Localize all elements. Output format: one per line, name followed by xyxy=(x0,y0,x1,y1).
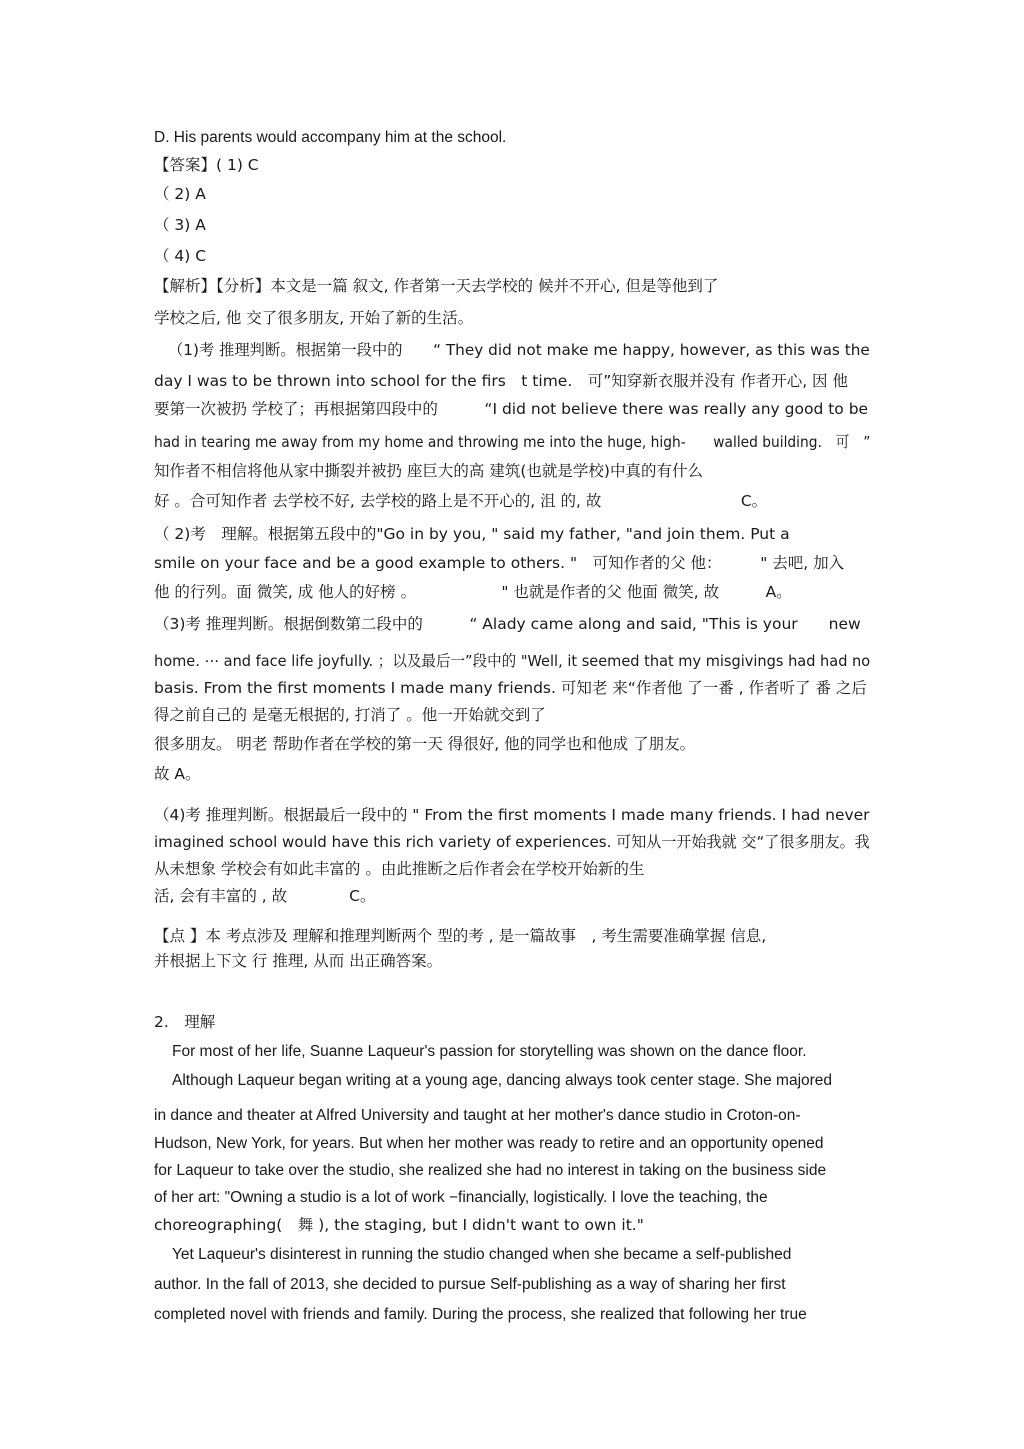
q1-analysis-line1: （1)考 推理判断。根据第一段中的 “ They did not make me happy, however, as this was the xyxy=(168,341,870,359)
analysis-summary-line1: 【解析】【分析】本文是一篇 叙文, 作者第一天去学校的 候并不开心, 但是等他到了 xyxy=(154,277,719,295)
passage-line7: choreographing( 舞 ), the staging, but I didn't want to own it." xyxy=(154,1216,644,1234)
answer-2: （ 2) A xyxy=(154,185,206,203)
q1-analysis-line4: had in tearing me away from my home and throwing me into the huge, high- walled building. 可 ” xyxy=(154,433,871,451)
passage-line8: Yet Laqueur's disinterest in running the studio changed when she became a self-published xyxy=(172,1246,792,1263)
q3-analysis-line4: 得之前自己的 是毫无根据的, 打消了 。他一开始就交到了 xyxy=(154,706,546,724)
q2-analysis-line3: 他 的行列。面 微笑, 成 他人的好榜 。 " 也就是作者的父 他面 微笑, 故 A。 xyxy=(154,583,792,601)
q4-analysis-line1: （4)考 推理判断。根据最后一段中的 " From the first moments I made many friends. I had never xyxy=(154,806,870,824)
answer-3: （ 3) A xyxy=(154,216,206,234)
comment-line2: 并根据上下文 行 推理, 从而 出正确答案。 xyxy=(154,952,443,970)
passage-line9: author. In the fall of 2013, she decided to pursue Self-publishing as a way of sharing her first xyxy=(154,1276,786,1293)
passage-line3: in dance and theater at Alfred University and taught at her mother's dance studio in Croton-on- xyxy=(154,1107,801,1124)
passage-line5: for Laqueur to take over the studio, she realized she had no interest in taking on the business side xyxy=(154,1162,827,1179)
q1-analysis-line3: 要第一次被扔 学校了；再根据第四段中的 “I did not believe there was really any good to be xyxy=(154,400,869,418)
q1-analysis-line6: 好 。合可知作者 去学校不好, 去学校的路上是不开心的, 沮 的, 故 C。 xyxy=(154,492,768,510)
q3-analysis-line1: （3)考 推理判断。根据倒数第二段中的 “ Alady came along and said, "This is your new xyxy=(154,615,861,633)
passage-line1: For most of her life, Suanne Laqueur's passion for storytelling was shown on the dance floor. xyxy=(172,1043,807,1060)
passage-line4: Hudson, New York, for years. But when her mother was ready to retire and an opportunity opened xyxy=(154,1135,824,1152)
q3-analysis-line5: 很多朋友。 明老 帮助作者在学校的第一天 得很好, 他的同学也和他成 了朋友。 xyxy=(154,735,696,753)
answer-4: （ 4) C xyxy=(154,247,207,265)
answer-1: 【答案】( 1) C xyxy=(154,156,259,174)
question-2-heading: 2. 理解 xyxy=(154,1013,216,1031)
q1-analysis-line5: 知作者不相信将他从家中撕裂并被扔 座巨大的高 建筑(也就是学校)中真的有什么 xyxy=(154,462,703,480)
q4-analysis-line2: imagined school would have this rich variety of experiences. 可知从一开始我就 交“了很多朋友。我 xyxy=(154,833,870,851)
analysis-summary-line2: 学校之后, 他 交了很多朋友, 开始了新的生活。 xyxy=(154,309,474,327)
option-d: D. His parents would accompany him at the school. xyxy=(154,129,507,146)
q2-analysis-line1: （ 2)考 理解。根据第五段中的"Go in by you, " said my father, "and join them. Put a xyxy=(154,525,790,543)
q3-analysis-line3: basis. From the first moments I made many friends. 可知老 来“作者他 了一番 , 作者听了 番 之后 xyxy=(154,679,867,697)
q3-analysis-line6: 故 A。 xyxy=(154,765,201,783)
q3-analysis-line2: home. ⋯ and face life joyfully. ；以及最后一”段中的 "Well, it seemed that my misgivings had had no xyxy=(154,652,871,670)
passage-line6: of her art: "Owning a studio is a lot of work −financially, logistically. I love the teaching, the xyxy=(154,1189,768,1206)
q1-analysis-line2: day I was to be thrown into school for the firs t time. 可”知穿新衣服并没有 作者开心, 因 他 xyxy=(154,372,848,390)
comment-line1: 【点 】本 考点涉及 理解和推理判断两个 型的考 , 是一篇故事 , 考生需要准确掌握 信息, xyxy=(154,927,767,945)
passage-line10: completed novel with friends and family. During the process, she realized that following her true xyxy=(154,1306,807,1323)
passage-line2: Although Laqueur began writing at a young age, dancing always took center stage. She majored xyxy=(172,1072,833,1089)
q4-analysis-line4: 活, 会有丰富的 , 故 C。 xyxy=(154,887,376,905)
q4-analysis-line3: 从未想象 学校会有如此丰富的 。由此推断之后作者会在学校开始新的生 xyxy=(154,860,645,878)
q2-analysis-line2: smile on your face and be a good example to others. " 可知作者的父 他： " 去吧, 加入 xyxy=(154,554,845,572)
